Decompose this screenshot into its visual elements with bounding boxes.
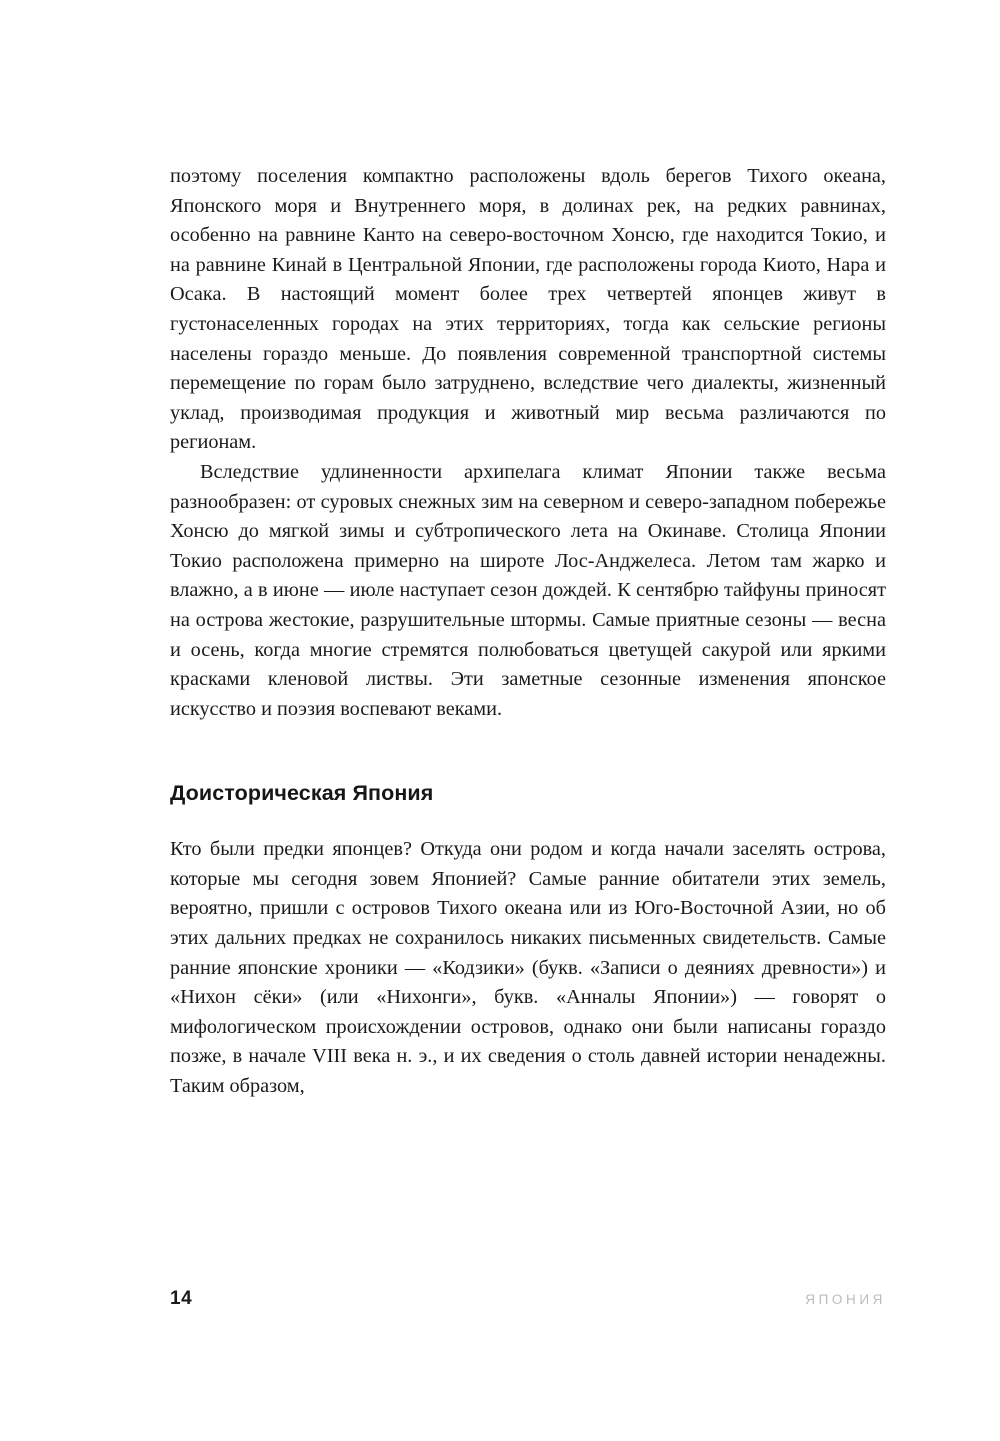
- heading-spacer-above: [170, 724, 886, 780]
- paragraph-prehistoric: Кто были предки японцев? Откуда они родом и когда начали заселять острова, которые мы сегодня зовем Японией? Самые ранние обитатели этих земель, вероятно, пришли с островов Тихого океана или из Юго-Восточной Азии, но об этих дальних предках не сохранилось никаких письменных свидетельств. Самые ранние японские хроники — «Кодзики» (букв. «Записи о деяниях древности») и «Нихон сёки» (или «Нихонги», букв. «Анналы Японии») — говорят о мифологическом происхождении островов, однако они были написаны гораздо позже, в начале VIII века н. э., и их сведения о столь давней истории ненадежны. Таким образом,: [170, 838, 886, 1098]
- heading-spacer-below: [170, 806, 886, 835]
- paragraph-climate: Вследствие удлиненности архипелага климат Японии также весьма разнообразен: от суровых снежных зим на северном и северо-западном побережье Хонсю до мягкой зимы и субтропического лета на Окинаве. Столица Японии Токио расположена примерно на широте Лос-Анджелеса. Летом там жарко и влажно, а в июне — июле наступает сезон дождей. К сентябрю тайфуны приносят на острова жестокие, разрушительные штормы. Самые приятные сезоны — весна и осень, когда многие стремятся полюбоваться цветущей сакурой или яркими красками кленовой листвы. Эти заметные сезонные изменения японское искусство и поэзия воспевают веками.: [170, 460, 886, 720]
- section-heading: Доисторическая Япония: [170, 781, 434, 806]
- page-footer: [170, 1288, 886, 1310]
- paragraph-continued: поэтому поселения компактно расположены вдоль берегов Тихого океана, Японского моря и Внутреннего моря, в долинах рек, на редких равнинах, особенно на равнине Канто на северо-восточном Хонсю, где находится Токио, и на равнине Кинай в Центральной Японии, где расположены города Киото, Нара и Осака. В настоящий момент более трех четвертей японцев живут в густонаселенных городах на этих территориях, тогда как сельские регионы населены гораздо меньше. До появления современной транспортной системы перемещение по горам было затруднено, вследствие чего диалекты, жизненный уклад, производимая продукция и животный мир весьма различаются по регионам.: [170, 165, 886, 454]
- page-number: 14: [170, 1288, 193, 1309]
- running-head: ЯПОНИЯ: [805, 1292, 886, 1307]
- page-text-block: [170, 162, 886, 1102]
